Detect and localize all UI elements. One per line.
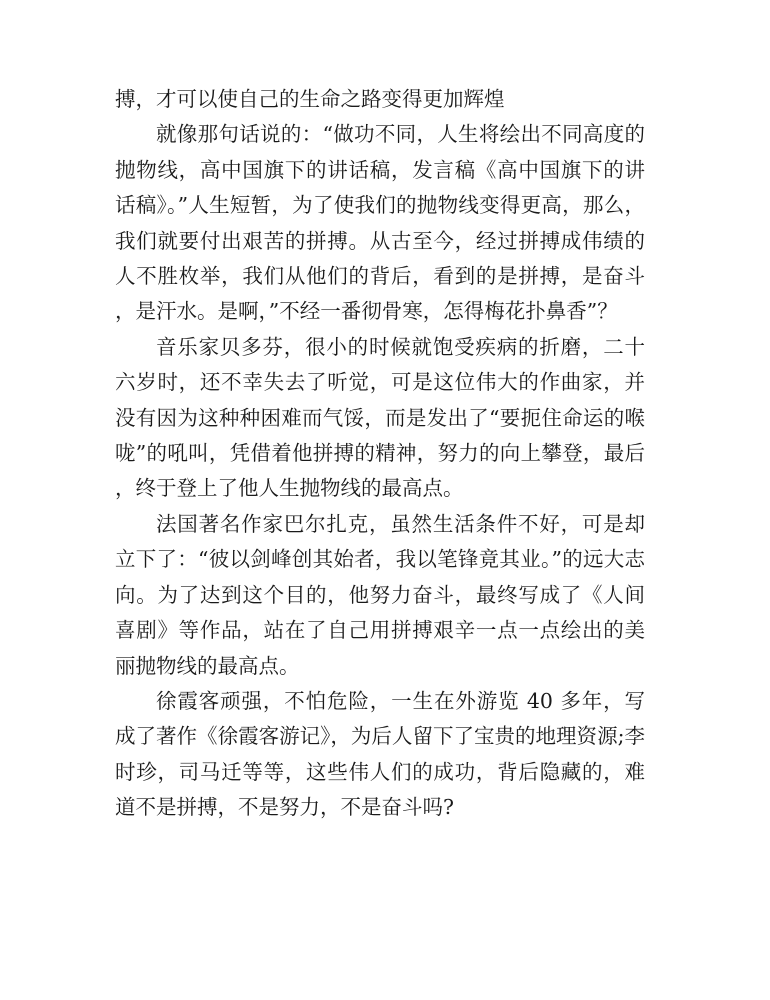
paragraph-3: 音乐家贝多芬，很小的时候就饱受疾病的折磨，二十六岁时，还不幸失去了听觉，可是这位伟大的作曲家，并没有因为这种种困难而气馁，而是发出了“要扼住命运的喉咙”的吼叫，凭借着他拼搏的精神，努力的向上攀登，最后，终于登上了他人生抛物线的最高点。: [115, 334, 645, 501]
paragraph-2: 就像那句话说的：“做功不同，人生将绘出不同高度的抛物线，高中国旗下的讲话稿，发言稿《高中国旗下的讲话稿》。”人生短暂，为了使我们的抛物线变得更高，那么，我们就要付出艰苦的拼搏。从古至今，经过拼搏成伟绩的人不胜枚举，我们从他们的背后，看到的是拼搏，是奋斗，是汗水。是啊，”不经一番彻骨寒，怎得梅花扑鼻香”？: [115, 122, 645, 324]
paragraph-4: 法国著名作家巴尔扎克，虽然生活条件不好，可是却立下了：“彼以剑峰创其始者，我以笔锋竟其业。”的远大志向。为了达到这个目的，他努力奋斗，最终写成了《人间喜剧》等作品，站在了自己用拼搏艰辛一点一点绘出的美丽抛物线的最高点。: [115, 511, 645, 678]
paragraph-1: 搏，才可以使自己的生命之路变得更加辉煌: [115, 87, 505, 111]
paragraph-5: 徐霞客顽强，不怕危险，一生在外游览 40 多年，写成了著作《徐霞客游记》，为后人留下了宝贵的地理资源;李时珍，司马迁等等，这些伟人们的成功，背后隐藏的，难道不是拼搏，不是努力，不是奋斗吗?: [115, 688, 645, 820]
body-text: [115, 82, 645, 826]
